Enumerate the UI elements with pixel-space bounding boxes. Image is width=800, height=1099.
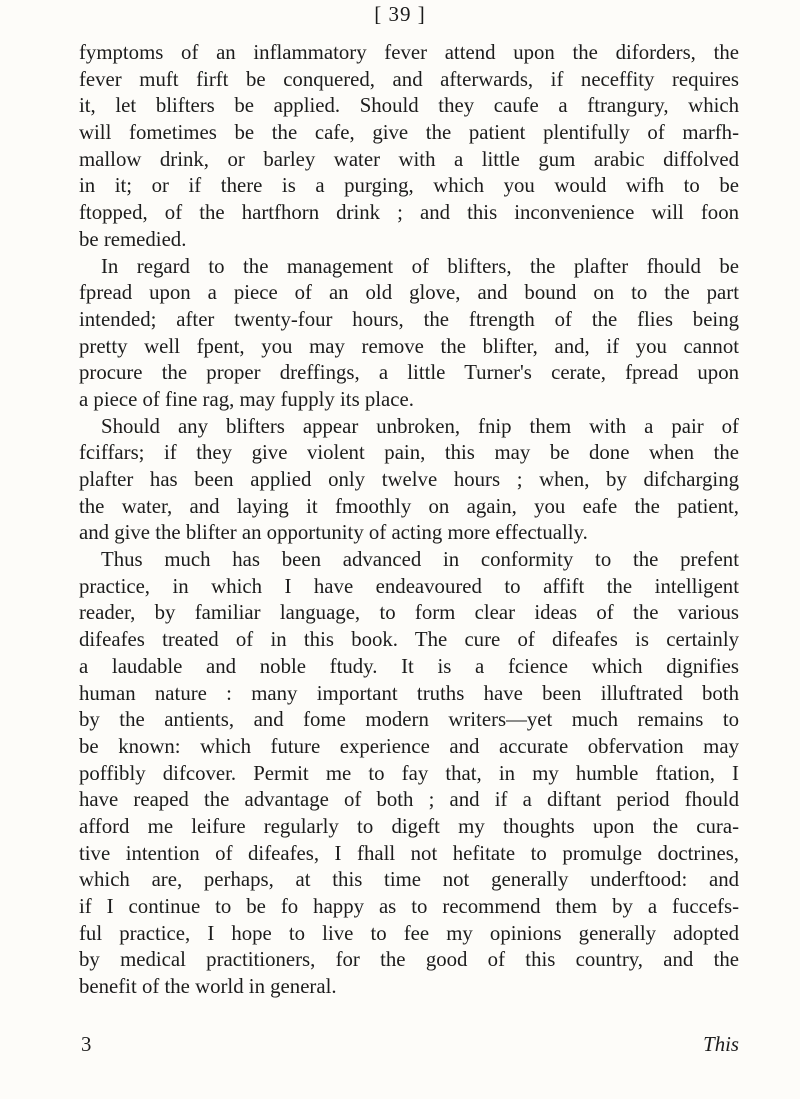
text-line: practice, in which I have endeavoured to affift the intelligent xyxy=(79,574,739,598)
catchword: This xyxy=(703,1033,739,1056)
text-line: Thus much has been advanced in conformity to the prefent xyxy=(101,548,739,572)
text-line: be known: which future experience and accurate obfervation may xyxy=(79,734,739,758)
text-line: a laudable and noble ftudy. It is a fcience which dignifies xyxy=(79,654,739,678)
text-line: fymptoms of an inflammatory fever attend upon the diforders, the xyxy=(79,41,739,64)
text-line: pretty well fpent, you may remove the blifter, and, if you cannot xyxy=(79,334,739,358)
text-line: will fometimes be the cafe, give the patient plentifully of marfh- xyxy=(79,121,739,145)
text-line: benefit of the world in general. xyxy=(79,975,337,999)
page-number: [ 39 ] xyxy=(374,2,426,26)
text-line: In regard to the management of blifters, the plafter fhould be xyxy=(101,254,739,278)
text-line: the water, and laying it fmoothly on again, you eafe the patient, xyxy=(79,494,739,518)
body-text xyxy=(79,40,739,1001)
text-line: it, let blifters be applied. Should they caufe a ftrangury, which xyxy=(79,94,739,118)
text-line: tive intention of difeafes, I fhall not hefitate to promulge doctrines, xyxy=(79,841,739,865)
text-line: a piece of fine rag, may fupply its place. xyxy=(79,387,414,411)
text-line: intended; after twenty-four hours, the ftrength of the flies being xyxy=(79,307,739,331)
text-line: poffibly difcover. Permit me to fay that, in my humble ftation, I xyxy=(79,761,739,785)
text-line: difeafes treated of in this book. The cure of difeafes is certainly xyxy=(79,628,739,652)
text-line: afford me leifure regularly to digeft my thoughts upon the cura- xyxy=(79,814,739,838)
text-line: fpread upon a piece of an old glove, and bound on to the part xyxy=(79,281,739,305)
text-line: ful practice, I hope to live to fee my opinions generally adopted xyxy=(79,921,739,945)
text-line: fciffars; if they give violent pain, this may be done when the xyxy=(79,441,739,465)
text-line: by medical practitioners, for the good of this country, and the xyxy=(79,948,739,972)
text-line: have reaped the advantage of both ; and if a diftant period fhould xyxy=(79,788,739,812)
text-line: by the antients, and fome modern writers—yet much remains to xyxy=(79,708,739,732)
text-line: human nature : many important truths have been illuftrated both xyxy=(79,681,739,705)
text-line: if I continue to be fo happy as to recommend them by a fuccefs- xyxy=(79,895,739,918)
text-line: ftopped, of the hartfhorn drink ; and this inconvenience will foon xyxy=(79,201,739,225)
text-line: reader, by familiar language, to form clear ideas of the various xyxy=(79,601,739,625)
text-line: Should any blifters appear unbroken, fnip them with a pair of xyxy=(101,414,739,438)
text-line: which are, perhaps, at this time not generally underftood: and xyxy=(79,868,739,892)
text-line: in it; or if there is a purging, which you would wifh to be xyxy=(79,174,739,198)
text-line: and give the blifter an opportunity of acting more effectually. xyxy=(79,521,588,545)
text-line: fever muft firft be conquered, and afterwards, if neceffity requires xyxy=(79,67,739,91)
text-line: mallow drink, or barley water with a little gum arabic diffolved xyxy=(79,147,739,171)
text-line: be remedied. xyxy=(79,227,187,251)
text-line: procure the proper dreffings, a little Turner's cerate, fpread upon xyxy=(79,361,739,385)
signature-mark: 3 xyxy=(81,1033,92,1056)
text-line: plafter has been applied only twelve hours ; when, by difcharging xyxy=(79,468,739,491)
